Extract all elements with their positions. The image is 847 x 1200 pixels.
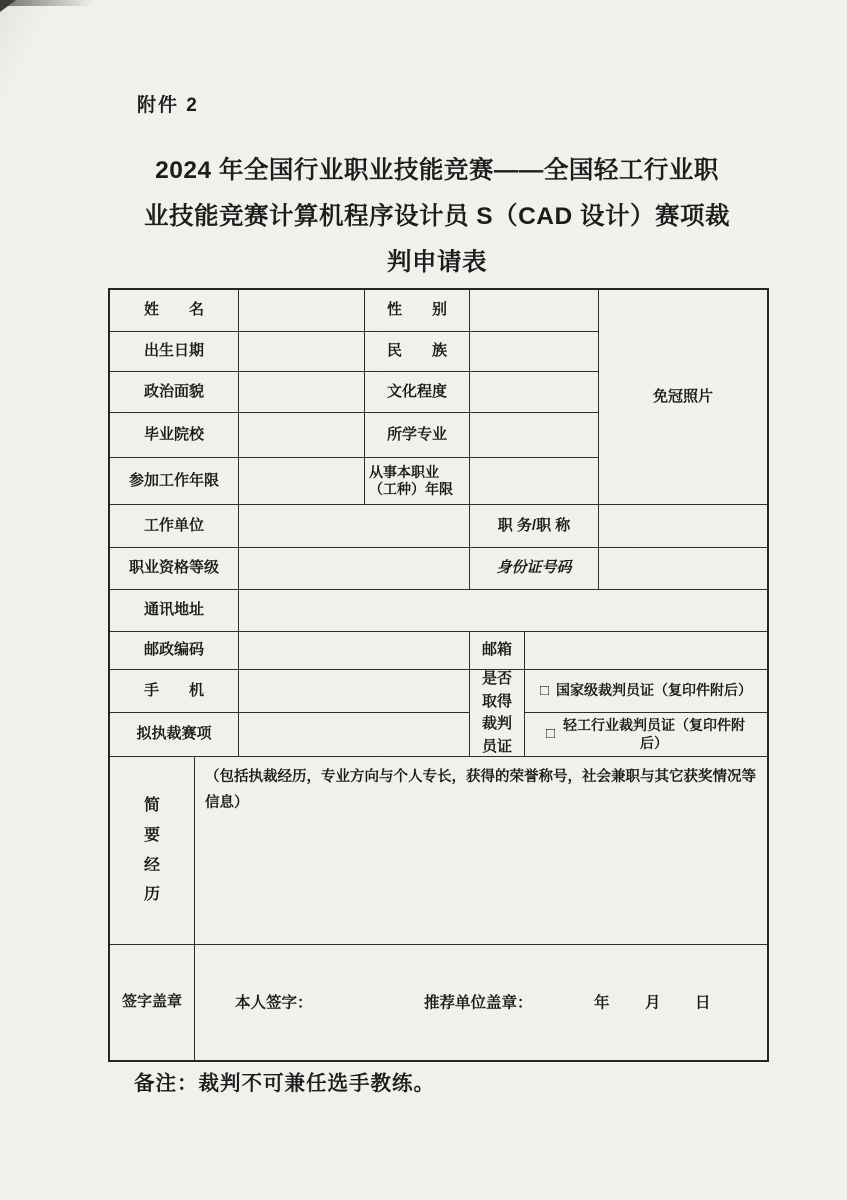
- position-title-label: 职 务/职 称: [470, 505, 599, 548]
- work-unit-value-cell: [239, 505, 470, 548]
- postal-code-label: 邮政编码: [110, 632, 239, 670]
- political-status-label: 政治面貌: [110, 372, 239, 413]
- major-label: 所学专业: [365, 413, 470, 458]
- education-level-label: 文化程度: [365, 372, 470, 413]
- email-label: 邮箱: [470, 632, 525, 670]
- signature-seal-label: 签字盖章: [110, 945, 195, 1060]
- work-years-label: 参加工作年限: [110, 458, 239, 505]
- qualification-level-value-cell: [239, 548, 470, 590]
- attachment-label: 附件 2: [137, 95, 199, 116]
- position-title-value-cell: [599, 505, 767, 548]
- qualification-level-label: 职业资格等级: [110, 548, 239, 590]
- footer-note: 备注：裁判不可兼任选手教练。: [134, 1072, 435, 1095]
- certificate-question-text: 是否取得裁判员证: [481, 670, 512, 755]
- certificate-light-industry-option: [525, 713, 767, 757]
- mailing-address-value-cell: [239, 590, 767, 632]
- proposed-event-label: 拟执裁赛项: [110, 713, 239, 757]
- page-title: [90, 148, 784, 286]
- ethnicity-value-cell: [470, 332, 599, 372]
- name-value-cell: [239, 290, 365, 332]
- personal-signature-label: 本人签字：: [235, 993, 313, 1011]
- date-month-label: 月: [645, 993, 661, 1011]
- page-title-line-1: 2024 年全国行业职业技能竞赛——全国轻工行业职: [155, 157, 719, 184]
- resume-label: [110, 757, 195, 945]
- page-title-line-3: 判申请表: [387, 249, 487, 276]
- signature-content-cell: [195, 945, 767, 1060]
- gender-label: 性 别: [365, 290, 470, 332]
- proposed-event-value-cell: [239, 713, 470, 757]
- work-unit-label: 工作单位: [110, 505, 239, 548]
- date-day-label: 日: [695, 993, 711, 1011]
- photo-placeholder-cell: 免冠照片: [599, 290, 767, 505]
- name-label: 姓 名: [110, 290, 239, 332]
- application-form-table: [108, 288, 769, 1062]
- mailing-address-label: 通讯地址: [110, 590, 239, 632]
- certificate-light-industry-label: 轻工行业裁判员证（复印件附后）: [563, 717, 746, 751]
- school-label: 毕业院校: [110, 413, 239, 458]
- major-value-cell: [470, 413, 599, 458]
- resume-hint-text: （包括执裁经历，专业方向与个人专长，获得的荣誉称号，社会兼职与其它获奖情况等信息）: [205, 769, 756, 812]
- page-title-line-2: 业技能竞赛计算机程序设计员 S（CAD 设计）赛项裁: [143, 203, 731, 230]
- unit-seal-label: 推荐单位盖章：: [424, 993, 533, 1011]
- birth-date-label: 出生日期: [110, 332, 239, 372]
- email-value-cell: [525, 632, 767, 670]
- resume-label-text: 简要经历: [143, 797, 160, 904]
- political-status-value-cell: [239, 372, 365, 413]
- birth-date-value-cell: [239, 332, 365, 372]
- id-number-label: 身份证号码: [470, 548, 599, 590]
- gender-value-cell: [470, 290, 599, 332]
- work-years-value-cell: [239, 458, 365, 505]
- occupation-years-label: 从事本职业（工种）年限: [365, 458, 470, 505]
- school-value-cell: [239, 413, 365, 458]
- education-level-value-cell: [470, 372, 599, 413]
- checkbox-light-industry-icon: □: [545, 725, 556, 743]
- certificate-national-label: 国家级裁判员证（复印件附后）: [556, 682, 753, 699]
- resume-content-cell: [195, 757, 767, 945]
- certificate-national-option: [525, 670, 767, 713]
- certificate-question-label: [470, 670, 525, 757]
- postal-code-value-cell: [239, 632, 470, 670]
- id-number-value-cell: [599, 548, 767, 590]
- mobile-label: 手 机: [110, 670, 239, 713]
- checkbox-national-icon: □: [539, 681, 550, 699]
- date-year-label: 年: [594, 993, 610, 1011]
- ethnicity-label: 民 族: [365, 332, 470, 372]
- occupation-years-value-cell: [470, 458, 599, 505]
- mobile-value-cell: [239, 670, 470, 713]
